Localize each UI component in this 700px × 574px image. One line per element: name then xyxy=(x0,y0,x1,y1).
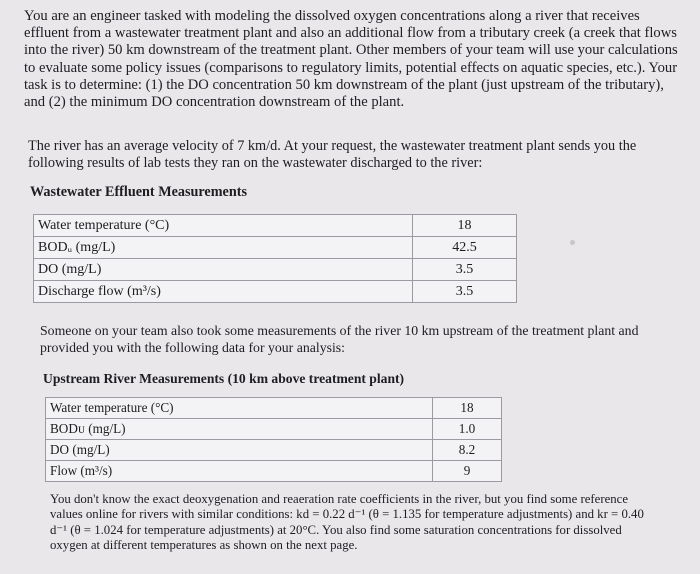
table-row xyxy=(46,440,502,461)
speck-mark xyxy=(570,240,575,245)
row-value: 9 xyxy=(433,461,502,482)
row-label: Water temperature (°C) xyxy=(46,398,433,419)
table-row xyxy=(46,461,502,482)
table-row xyxy=(46,419,502,440)
coefficients-paragraph: You don't know the exact deoxygenation and reaeration rate coefficients in the river, but you find some reference values online for rivers with similar conditions: kd = 0.22 d⁻¹ (θ = 1.135 for temperature adjustments) and kr = 0.40 d⁻¹ (θ = 1.024 for temperature adjustments) at 20°C. You also find some saturation concentrations for dissolved oxygen at different temperatures as shown on the next page. xyxy=(50,492,644,553)
table-row xyxy=(34,281,517,303)
row-label: Flow (m³/s) xyxy=(46,461,433,482)
row-label: BODᵤ (mg/L) xyxy=(34,237,413,259)
row-label: DO (mg/L) xyxy=(46,440,433,461)
team-paragraph: Someone on your team also took some measurements of the river 10 km upstream of the treatment plant and provided you with the following data for your analysis: xyxy=(40,323,639,355)
velocity-paragraph: The river has an average velocity of 7 km/d. At your request, the wastewater treatment plant sends you the following results of lab tests they ran on the wastewater discharged to the river: xyxy=(28,138,637,171)
row-label: BODᴜ (mg/L) xyxy=(46,419,433,440)
row-value: 18 xyxy=(433,398,502,419)
effluent-heading: Wastewater Effluent Measurements xyxy=(30,184,247,200)
upstream-heading: Upstream River Measurements (10 km above treatment plant) xyxy=(43,371,405,386)
upstream-table xyxy=(45,397,502,482)
effluent-table xyxy=(33,214,517,303)
row-value: 8.2 xyxy=(433,440,502,461)
row-value: 3.5 xyxy=(413,259,517,281)
row-value: 18 xyxy=(413,215,517,237)
row-value: 3.5 xyxy=(413,281,517,303)
row-value: 42.5 xyxy=(413,237,517,259)
intro-paragraph: You are an engineer tasked with modeling the dissolved oxygen concentrations along a river that receives effluent from a wastewater treatment plant and also an additional flow from a tributary creek (a creek that flows into the river) 50 km downstream of the treatment plant. Other members of your team will use your calculations to evaluate some policy issues (comparisons to regulatory limits, potential effects on aquatic species, etc.). Your task is to determine: (1) the DO concentration 50 km downstream of the plant (just upstream of the tributary), and (2) the minimum DO concentration downstream of the plant. xyxy=(24,8,678,111)
row-label: DO (mg/L) xyxy=(34,259,413,281)
row-value: 1.0 xyxy=(433,419,502,440)
table-row xyxy=(34,215,517,237)
table-row xyxy=(34,237,517,259)
row-label: Water temperature (°C) xyxy=(34,215,413,237)
row-label: Discharge flow (m³/s) xyxy=(34,281,413,303)
table-row xyxy=(46,398,502,419)
table-row xyxy=(34,259,517,281)
